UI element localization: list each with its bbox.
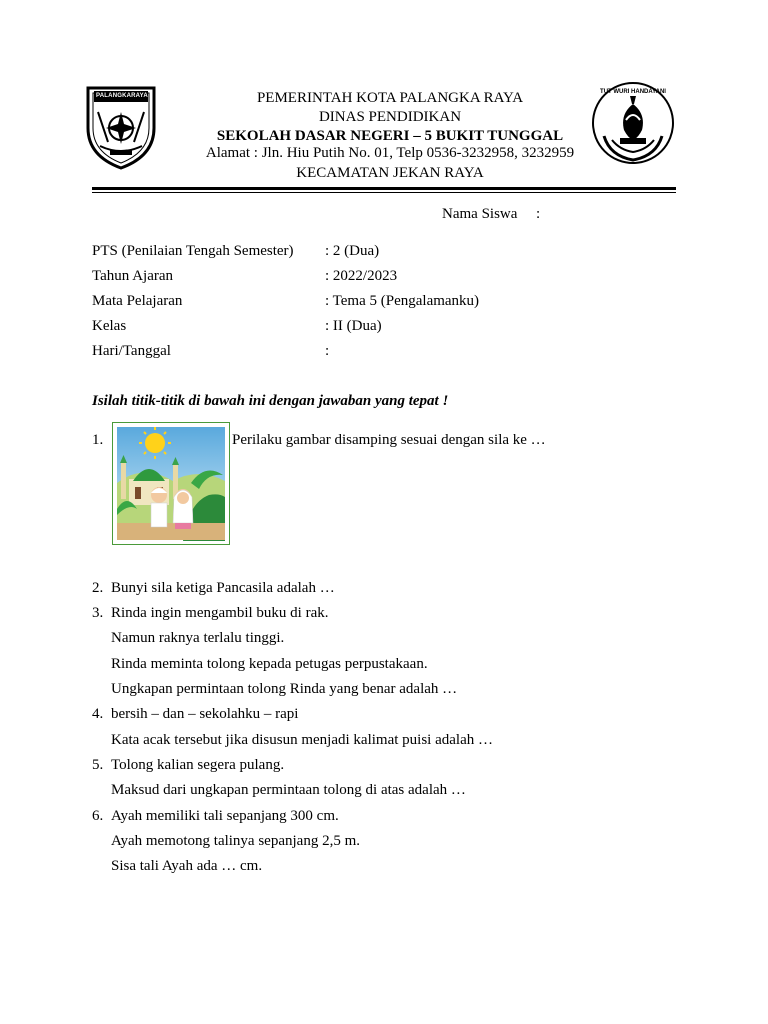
q4-line: bersih – dan – sekolahku – rapi — [111, 706, 299, 722]
q5-line: Tolong kalian segera pulang. — [111, 757, 285, 773]
q2-number: 2. — [92, 580, 104, 596]
q6-number: 6. — [92, 808, 104, 824]
info-value-subject: : Tema 5 (Pengalamanku) — [325, 293, 480, 309]
tut-wuri-handayani-text: TUT WURI HANDAYANI — [600, 89, 666, 95]
header-school-name: SEKOLAH DASAR NEGERI – 5 BUKIT TUNGGAL — [216, 128, 564, 144]
header-divider-thin — [92, 192, 676, 193]
info-value-year: : 2022/2023 — [325, 268, 398, 284]
header-gov-line: PEMERINTAH KOTA PALANGKA RAYA — [256, 90, 524, 106]
q2-text: Bunyi sila ketiga Pancasila adalah … — [111, 580, 335, 596]
q4-number: 4. — [92, 706, 104, 722]
q3-line: Rinda meminta tolong kepada petugas perpustakaan. — [111, 656, 428, 672]
info-label-year: Tahun Ajaran — [92, 268, 174, 284]
student-name-label: Nama Siswa — [442, 206, 518, 222]
q5-line: Maksud dari ungkapan permintaan tolong di atas adalah … — [111, 782, 466, 798]
student-name-colon: : — [536, 206, 541, 222]
city-crest-text: PALANGKARAYA — [96, 93, 148, 99]
info-value-class: : II (Dua) — [325, 318, 382, 334]
instruction-text: Isilah titik-titik di bawah ini dengan jawaban yang tepat ! — [92, 393, 449, 409]
header-divider-thick — [92, 187, 676, 190]
header-dept-line: DINAS PENDIDIKAN — [318, 109, 462, 125]
q6-line: Ayah memiliki tali sepanjang 300 cm. — [111, 808, 339, 824]
info-value-pts: : 2 (Dua) — [325, 243, 380, 259]
q3-line: Namun raknya terlalu tinggi. — [111, 630, 285, 646]
q5-number: 5. — [92, 757, 104, 773]
info-label-class: Kelas — [92, 318, 127, 334]
info-label-subject: Mata Pelajaran — [92, 293, 183, 309]
q3-line: Rinda ingin mengambil buku di rak. — [111, 605, 329, 621]
info-label-date: Hari/Tanggal — [92, 343, 171, 359]
q1-number: 1. — [92, 432, 104, 448]
q4-line: Kata acak tersebut jika disusun menjadi kalimat puisi adalah … — [111, 732, 493, 748]
city-crest-logo — [84, 82, 158, 170]
q3-line: Ungkapan permintaan tolong Rinda yang benar adalah … — [111, 681, 458, 697]
q6-line: Sisa tali Ayah ada … cm. — [111, 858, 263, 874]
q3-number: 3. — [92, 605, 104, 621]
info-label-pts: PTS (Penilaian Tengah Semester) — [92, 243, 294, 259]
sun-icon — [145, 433, 165, 453]
q1-mosque-illustration — [112, 422, 230, 545]
header-district: KECAMATAN JEKAN RAYA — [296, 165, 484, 181]
info-value-date: : — [325, 343, 330, 359]
q6-line: Ayah memotong talinya sepanjang 2,5 m. — [111, 833, 360, 849]
header-address: Alamat : Jln. Hiu Putih No. 01, Telp 0536-3232958, 3232959 — [205, 145, 575, 161]
q1-text: Perilaku gambar disamping sesuai dengan sila ke … — [232, 432, 546, 448]
